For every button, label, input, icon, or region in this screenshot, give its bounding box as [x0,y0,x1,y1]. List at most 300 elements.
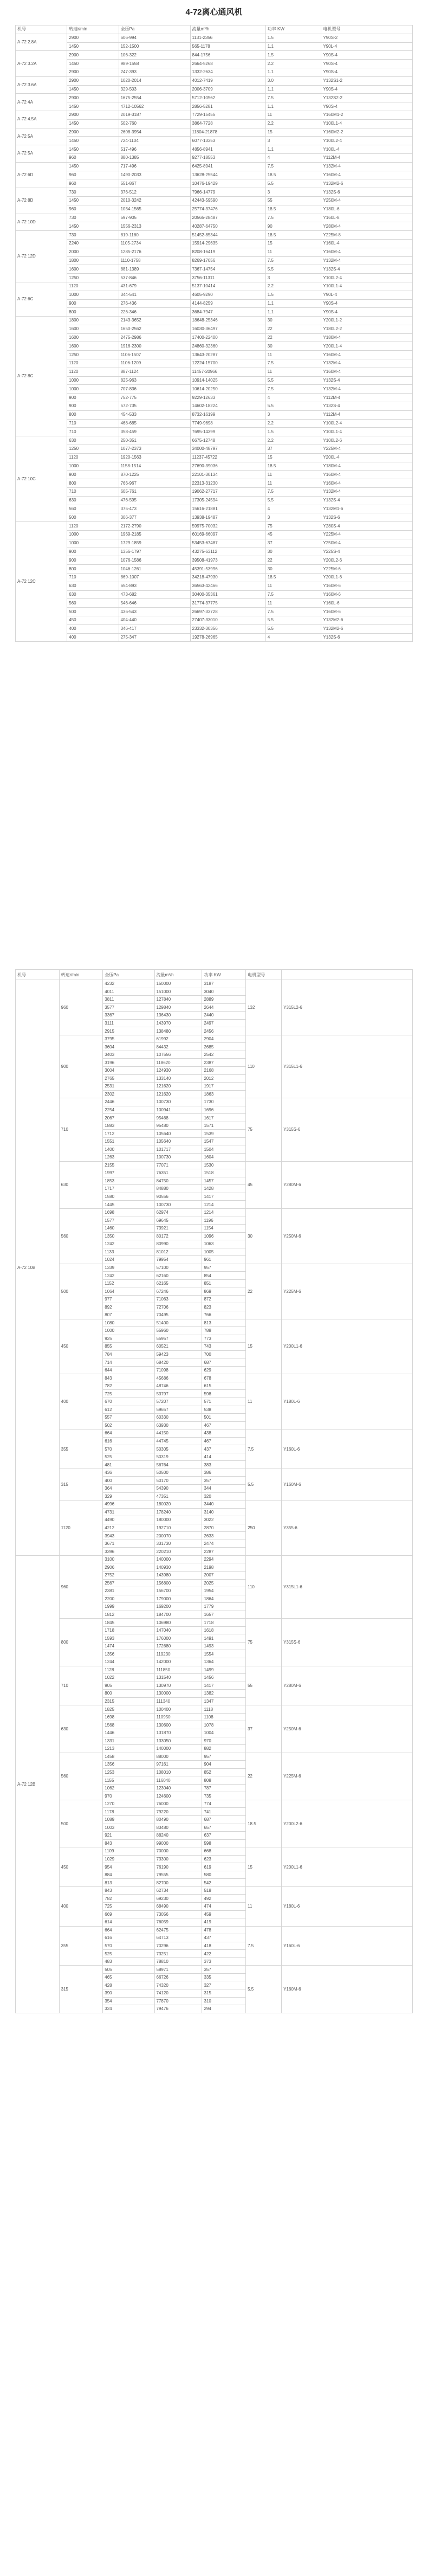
data-cell: 4212 [103,1524,154,1532]
data-cell: 1917 [202,1083,246,1091]
data-cell: 90 [265,222,321,231]
data-cell: 422 [202,1950,246,1958]
data-cell: Y100L1-4 [321,282,413,291]
data-cell: 99000 [154,1839,202,1847]
data-cell: Y90S-4 [321,60,413,68]
data-cell: 1717 [103,1185,154,1193]
data-cell: 3795 [103,1035,154,1043]
table-row [16,1926,413,1934]
data-cell: 6675-12748 [190,436,265,445]
data-cell: 505 [103,1966,154,1974]
table-row [16,231,413,240]
data-cell: 184700 [154,1611,202,1619]
data-cell: Y160M-4 [321,368,413,376]
motor-cell: Y200L1-6 [282,1847,413,1887]
data-cell: Y90L-4 [321,42,413,51]
data-cell: 18.5 [265,171,321,179]
power-cell: 5.5 [246,1469,282,1500]
data-cell: 2900 [67,94,119,102]
motor-cell: Y250M-6 [282,1705,413,1753]
data-cell: Y90S-4 [321,51,413,60]
data-cell: 4144-8259 [190,299,265,308]
data-cell: 152-1500 [119,42,190,51]
data-cell: 3 [265,188,321,197]
data-cell: 1105-2734 [119,239,190,248]
data-cell: 619 [202,1863,246,1871]
data-cell: 73300 [154,1855,202,1863]
data-cell: 19062-27717 [190,488,265,497]
data-cell: 970 [202,1737,246,1745]
data-cell: 111850 [154,1666,202,1674]
model-cell: A-72 12C [16,522,67,642]
table-row [16,556,413,565]
data-cell: 111340 [154,1697,202,1705]
model-cell: A-72 5A [16,145,67,163]
data-cell: 1154 [202,1224,246,1232]
data-cell: 1.1 [265,68,321,76]
data-cell: 1214 [202,1201,246,1209]
data-cell: 247-393 [119,68,190,76]
data-cell: Y132S2-2 [321,94,413,102]
power-cell: 22 [246,1753,282,1800]
data-cell: 5.5 [265,496,321,505]
data-cell: 22 [265,556,321,565]
table-row [16,111,413,119]
data-cell: 71063 [154,1295,202,1303]
data-cell: 50500 [154,1469,202,1477]
data-cell: 37 [265,539,321,548]
data-cell: 1577 [103,1216,154,1225]
data-cell: 454-533 [119,410,190,419]
data-cell: 5712-10562 [190,94,265,102]
data-cell: 5.5 [265,265,321,274]
table-row [16,565,413,574]
data-cell: 1657 [202,1611,246,1619]
data-cell: 79555 [154,1871,202,1879]
data-cell: Y100L1-4 [321,119,413,128]
data-cell: Y132M2-6 [321,616,413,624]
data-cell: 357 [202,1477,246,1485]
data-cell: 2200 [103,1595,154,1603]
data-cell: 500 [67,608,119,616]
data-cell: 95480 [154,1122,202,1130]
data-cell: 335 [202,1973,246,1981]
data-cell: Y160L-4 [321,239,413,248]
motor-cell: Y180L-6 [282,1886,413,1926]
data-cell: 800 [67,565,119,574]
data-cell: 517-496 [119,145,190,154]
data-cell: 5.5 [265,376,321,385]
data-cell: 329 [103,1492,154,1500]
data-cell: 800 [103,1690,154,1698]
data-cell: 383 [202,1461,246,1469]
data-cell: 133050 [154,1737,202,1745]
data-cell: 418 [202,1942,246,1950]
data-cell: 605-761 [119,488,190,497]
data-cell: 730 [67,214,119,222]
data-cell: 1250 [67,274,119,282]
speed-cell: 630 [59,1161,103,1208]
table-row [16,419,413,428]
data-cell: 11 [265,351,321,359]
data-cell: 7749-9698 [190,419,265,428]
data-cell: 63930 [154,1421,202,1429]
data-cell: 79476 [154,2005,202,2013]
motor-cell: Y315L1-6 [282,1035,413,1098]
data-cell: Y132S-4 [321,496,413,505]
data-cell: 15914-29635 [190,239,265,248]
data-cell: 1580 [103,1193,154,1201]
data-cell: 44745 [154,1437,202,1445]
data-cell: 1118 [202,1705,246,1714]
table-row [16,539,413,548]
data-cell: 1675-2554 [119,94,190,102]
data-cell: 76351 [154,1169,202,1177]
data-cell: 565-1178 [190,42,265,51]
fan-spec-table-upper [15,25,413,642]
data-cell: 7.5 [265,385,321,394]
data-cell: 1331 [103,1737,154,1745]
data-cell: 1120 [67,453,119,462]
data-cell: 6425-8941 [190,162,265,171]
data-cell: 60169-66097 [190,531,265,539]
data-cell: 27690-39036 [190,462,265,471]
data-cell: 192710 [154,1524,202,1532]
data-cell: Y112M-4 [321,394,413,402]
model-cell: A-72 10B [16,980,60,1556]
data-cell: 571 [202,1398,246,1406]
data-cell: 50305 [154,1445,202,1453]
data-cell: 3 [265,513,321,522]
data-cell: 710 [67,428,119,436]
data-cell: 169200 [154,1603,202,1611]
data-cell: 1539 [202,1130,246,1138]
data-cell: Y200L1-2 [321,317,413,325]
table-row [16,162,413,171]
speed-cell: 355 [59,1926,103,1966]
table-row [16,274,413,282]
data-cell: 467 [202,1437,246,1445]
data-cell: 57100 [154,1264,202,1272]
data-cell: 808 [202,1776,246,1785]
data-cell: 1152 [103,1279,154,1287]
data-cell: 344 [202,1485,246,1493]
data-cell: 3100 [103,1555,154,1563]
data-cell: 54390 [154,1485,202,1493]
data-cell: 1712 [103,1130,154,1138]
data-cell: 8208-16419 [190,248,265,256]
data-cell: 724-1104 [119,137,190,145]
data-cell: 45391-53996 [190,565,265,574]
data-cell: 800 [67,308,119,317]
data-cell: 478 [202,1926,246,1934]
data-cell: 18.5 [265,231,321,240]
table-row [16,68,413,76]
table-row [16,42,413,51]
data-cell: 226-346 [119,308,190,317]
table-row [16,171,413,179]
data-cell: 1000 [67,531,119,539]
data-cell: Y132M2-6 [321,624,413,633]
data-cell: 743 [202,1343,246,1351]
speed-cell: 1120 [59,1500,103,1556]
data-cell: 977 [103,1295,154,1303]
table-row [16,1705,413,1714]
data-cell: 904 [202,1761,246,1769]
speed-cell: 500 [59,1264,103,1319]
data-cell: 386 [202,1469,246,1477]
data-cell: 100400 [154,1705,202,1714]
data-cell: 1250 [67,445,119,454]
data-cell: 465 [103,1973,154,1981]
data-cell: 80490 [154,1815,202,1824]
data-cell: 630 [67,590,119,599]
data-cell: 1593 [103,1634,154,1643]
data-cell: 250-351 [119,436,190,445]
data-cell: Y90S-4 [321,68,413,76]
column-header: 全压Pa [103,970,154,980]
motor-cell: Y160M-6 [282,1966,413,2013]
data-cell: 47351 [154,1492,202,1500]
motor-cell: Y315S-6 [282,1098,413,1161]
table-row [16,479,413,488]
data-cell: 960 [67,205,119,214]
data-cell: 2456 [202,1027,246,1035]
data-cell: 800 [67,410,119,419]
data-cell: 400 [67,633,119,642]
data-cell: 773 [202,1335,246,1343]
speed-cell: 450 [59,1847,103,1887]
data-cell: 884 [103,1871,154,1879]
data-cell: 101717 [154,1145,202,1154]
data-cell: 1551 [103,1137,154,1145]
table-row [16,488,413,497]
power-cell: 7.5 [246,1429,282,1469]
data-cell: Y132M-4 [321,488,413,497]
data-cell: 30 [265,342,321,351]
data-cell: 147040 [154,1626,202,1634]
table-row [16,1319,413,1327]
data-cell: 30400-35361 [190,590,265,599]
data-cell: 73056 [154,1910,202,1918]
data-cell: 1120 [67,368,119,376]
data-cell: 140000 [154,1745,202,1753]
data-cell: 2198 [202,1563,246,1572]
data-cell: 60521 [154,1343,202,1351]
data-cell: 2007 [202,1572,246,1580]
data-cell: 3 [265,137,321,145]
data-cell: 1.1 [265,145,321,154]
data-cell: 1458 [103,1753,154,1761]
data-cell: 630 [67,496,119,505]
data-cell: Y250M-4 [321,539,413,548]
data-cell: 957 [202,1753,246,1761]
data-cell: 15 [265,453,321,462]
motor-cell: Y315S-6 [282,1619,413,1666]
table-row [16,462,413,471]
data-cell: 390 [103,1989,154,1998]
data-cell: 1969-2185 [119,531,190,539]
data-cell: 788 [202,1327,246,1335]
data-cell: 67246 [154,1287,202,1296]
data-cell: 1650-2562 [119,325,190,333]
data-cell: 97161 [154,1761,202,1769]
data-cell: 74120 [154,1989,202,1998]
data-cell: 664 [103,1926,154,1934]
speed-cell: 355 [59,1429,103,1469]
data-cell: 630 [67,436,119,445]
data-cell: Y160M2-2 [321,128,413,137]
data-cell: 766-967 [119,479,190,488]
data-cell: 50319 [154,1453,202,1461]
data-cell: 880-1385 [119,153,190,162]
data-cell: Y160M-4 [321,171,413,179]
data-cell: 1450 [67,162,119,171]
data-cell: 1356-1797 [119,548,190,556]
table-row [16,496,413,505]
data-cell: 2906 [103,1563,154,1572]
data-cell: 1600 [67,325,119,333]
power-cell: 37 [246,1705,282,1753]
motor-cell: Y160L-6 [282,1429,413,1469]
data-cell: 614 [103,1918,154,1927]
data-cell: 2155 [103,1161,154,1169]
data-cell: 55 [265,196,321,205]
data-cell: 3 [265,274,321,282]
data-cell: 766 [202,1311,246,1319]
data-cell: 1493 [202,1642,246,1650]
data-cell: 130970 [154,1682,202,1690]
data-cell: 419 [202,1918,246,1927]
data-cell: 542 [202,1879,246,1887]
table-row [16,85,413,94]
data-cell: 34218-47930 [190,574,265,582]
table-row [16,60,413,68]
data-cell: 95468 [154,1114,202,1122]
motor-cell: Y200L2-6 [282,1800,413,1847]
data-cell: 2900 [67,111,119,119]
data-cell: 1109 [103,1847,154,1856]
data-cell: 11804-21878 [190,128,265,137]
data-cell: Y132M-4 [321,256,413,265]
data-cell: 1518 [202,1169,246,1177]
table-row [16,51,413,60]
data-cell: 1076-1586 [119,556,190,565]
table-row [16,590,413,599]
data-cell: 70000 [154,1847,202,1856]
data-cell: 1332-2634 [190,68,265,76]
data-cell: Y132S-4 [321,376,413,385]
data-cell: 327 [202,1981,246,1989]
data-cell: 717-496 [119,162,190,171]
speed-cell: 450 [59,1319,103,1374]
table-row [16,531,413,539]
data-cell: 557 [103,1414,154,1422]
table-row [16,1500,413,1509]
data-cell: 1128 [103,1666,154,1674]
data-cell: 3111 [103,1019,154,1027]
data-cell: 275-347 [119,633,190,642]
data-cell: 414 [202,1453,246,1461]
data-cell: 1020-2014 [119,76,190,85]
data-cell: 2.2 [265,419,321,428]
data-cell: Y90L-4 [321,291,413,299]
speed-cell: 960 [59,1555,103,1618]
table-row [16,505,413,513]
data-cell: 644 [103,1366,154,1374]
data-cell: 474 [202,1902,246,1910]
model-cell: A-72 12D [16,231,67,282]
data-cell: 710 [67,488,119,497]
data-cell: 68420 [154,1358,202,1367]
data-cell: 81012 [154,1248,202,1256]
data-cell: 76190 [154,1863,202,1871]
data-cell: 961 [202,1256,246,1264]
data-cell: 678 [202,1374,246,1382]
data-cell: 53797 [154,1390,202,1398]
table-row [16,359,413,368]
data-cell: 1698 [103,1208,154,1216]
data-cell: 1490-2033 [119,171,190,179]
data-cell: 597-905 [119,214,190,222]
data-cell: 7.5 [265,162,321,171]
power-cell: 75 [246,1619,282,1666]
data-cell: 1364 [202,1658,246,1666]
power-cell: 15 [246,1319,282,1374]
data-cell: 900 [67,548,119,556]
data-cell: 3756-11311 [190,274,265,282]
data-cell: 150000 [154,980,202,988]
data-cell: 1356 [103,1761,154,1769]
data-cell: 4 [265,633,321,642]
column-header: 电机型号 [246,970,282,980]
data-cell: 1474 [103,1642,154,1650]
data-cell: Y132S-6 [321,513,413,522]
data-cell: 2900 [67,51,119,60]
model-cell: A-72 8C [16,317,67,436]
data-cell: 960 [67,179,119,188]
data-cell: 15 [265,239,321,248]
power-cell: 30 [246,1208,282,1264]
data-cell: 823 [202,1303,246,1311]
data-cell: 2567 [103,1579,154,1587]
data-cell: 7.5 [265,359,321,368]
data-cell: 2294 [202,1555,246,1563]
table-row [16,351,413,359]
data-cell: 1696 [202,1106,246,1114]
data-cell: 1571 [202,1122,246,1130]
data-cell: 1450 [67,119,119,128]
data-cell: 819-1160 [119,231,190,240]
data-cell: 42443-59590 [190,196,265,205]
data-cell: 83480 [154,1824,202,1832]
data-cell: 66726 [154,1973,202,1981]
data-cell: 1800 [67,256,119,265]
data-cell: 1825 [103,1705,154,1714]
data-cell: 105640 [154,1137,202,1145]
data-cell: 62974 [154,1208,202,1216]
data-cell: 989-1558 [119,60,190,68]
data-cell: 13628-25544 [190,171,265,179]
data-cell: 400 [103,1477,154,1485]
data-cell: 1350 [103,1232,154,1240]
data-cell: Y200L1-4 [321,342,413,351]
data-cell: 615 [202,1382,246,1390]
data-cell: 2633 [202,1532,246,1540]
data-cell: 1568 [103,1721,154,1729]
data-cell: 77071 [154,1161,202,1169]
data-cell: 2387 [202,1059,246,1067]
